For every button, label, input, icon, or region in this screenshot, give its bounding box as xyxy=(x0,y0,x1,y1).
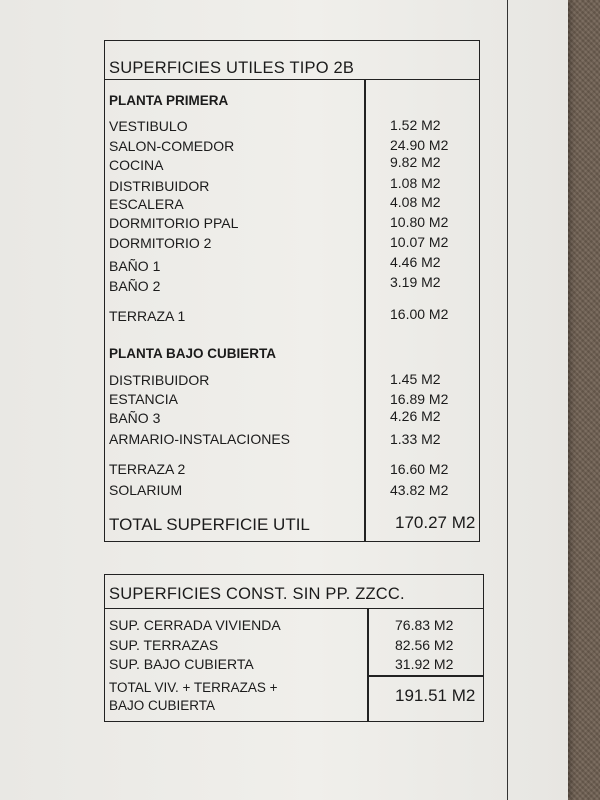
row-value: 1.08 M2 xyxy=(390,175,441,191)
row-value: 4.26 M2 xyxy=(390,408,441,424)
built-area-table-title: SUPERFICIES CONST. SIN PP. ZZCC. xyxy=(105,575,483,609)
row-value: 10.80 M2 xyxy=(390,214,449,230)
row-label: SUP. CERRADA VIVIENDA xyxy=(109,617,281,633)
useful-area-table-title: SUPERFICIES UTILES TIPO 2B xyxy=(105,41,479,80)
row-label: ESTANCIA xyxy=(109,391,178,407)
row-value: 4.08 M2 xyxy=(390,194,441,210)
paper-margin-line xyxy=(507,0,508,800)
row-value: 76.83 M2 xyxy=(395,617,454,633)
row-value: 31.92 M2 xyxy=(395,656,454,672)
row-value: 10.07 M2 xyxy=(390,234,449,250)
row-label: SALON-COMEDOR xyxy=(109,138,235,154)
row-value: 24.90 M2 xyxy=(390,137,449,153)
row-value: 4.46 M2 xyxy=(390,254,441,270)
row-label: BAÑO 3 xyxy=(109,410,161,426)
total-built-area-label-line1: TOTAL VIV. + TERRAZAS + xyxy=(109,680,278,695)
row-label: BAÑO 2 xyxy=(109,278,161,294)
row-label: DORMITORIO 2 xyxy=(109,235,212,251)
row-label: SUP. BAJO CUBIERTA xyxy=(109,656,254,672)
row-label: COCINA xyxy=(109,157,164,173)
row-value: 82.56 M2 xyxy=(395,637,454,653)
row-label: ARMARIO-INSTALACIONES xyxy=(109,431,290,447)
row-label: SOLARIUM xyxy=(109,482,183,498)
row-value: 16.89 M2 xyxy=(390,391,449,407)
useful-area-table xyxy=(104,40,480,542)
total-row-divider xyxy=(367,675,483,677)
total-built-area-label-line2: BAJO CUBIERTA xyxy=(109,698,216,713)
row-value: 43.82 M2 xyxy=(390,482,449,498)
column-divider xyxy=(367,609,369,721)
row-value: 1.45 M2 xyxy=(390,371,441,387)
row-value: 1.33 M2 xyxy=(390,431,441,447)
built-area-table xyxy=(104,574,484,722)
row-label: TERRAZA 2 xyxy=(109,461,186,477)
row-value: 9.82 M2 xyxy=(390,154,441,170)
row-label: VESTIBULO xyxy=(109,118,188,134)
row-value: 16.00 M2 xyxy=(390,306,449,322)
row-label: SUP. TERRAZAS xyxy=(109,637,219,653)
total-useful-area-value: 170.27 M2 xyxy=(395,513,476,532)
row-label: BAÑO 1 xyxy=(109,258,161,274)
section-title-planta-primera: PLANTA PRIMERA xyxy=(109,93,229,108)
row-value: 3.19 M2 xyxy=(390,274,441,290)
row-label: DORMITORIO PPAL xyxy=(109,215,239,231)
row-label: DISTRIBUIDOR xyxy=(109,178,210,194)
row-label: TERRAZA 1 xyxy=(109,308,186,324)
column-divider xyxy=(364,80,366,541)
section-title-planta-bajo-cubierta: PLANTA BAJO CUBIERTA xyxy=(109,346,276,361)
row-label: ESCALERA xyxy=(109,196,184,212)
total-useful-area-label: TOTAL SUPERFICIE UTIL xyxy=(109,515,310,534)
row-value: 1.52 M2 xyxy=(390,117,441,133)
row-label: DISTRIBUIDOR xyxy=(109,372,210,388)
row-value: 16.60 M2 xyxy=(390,461,449,477)
total-built-area-value: 191.51 M2 xyxy=(395,686,476,705)
